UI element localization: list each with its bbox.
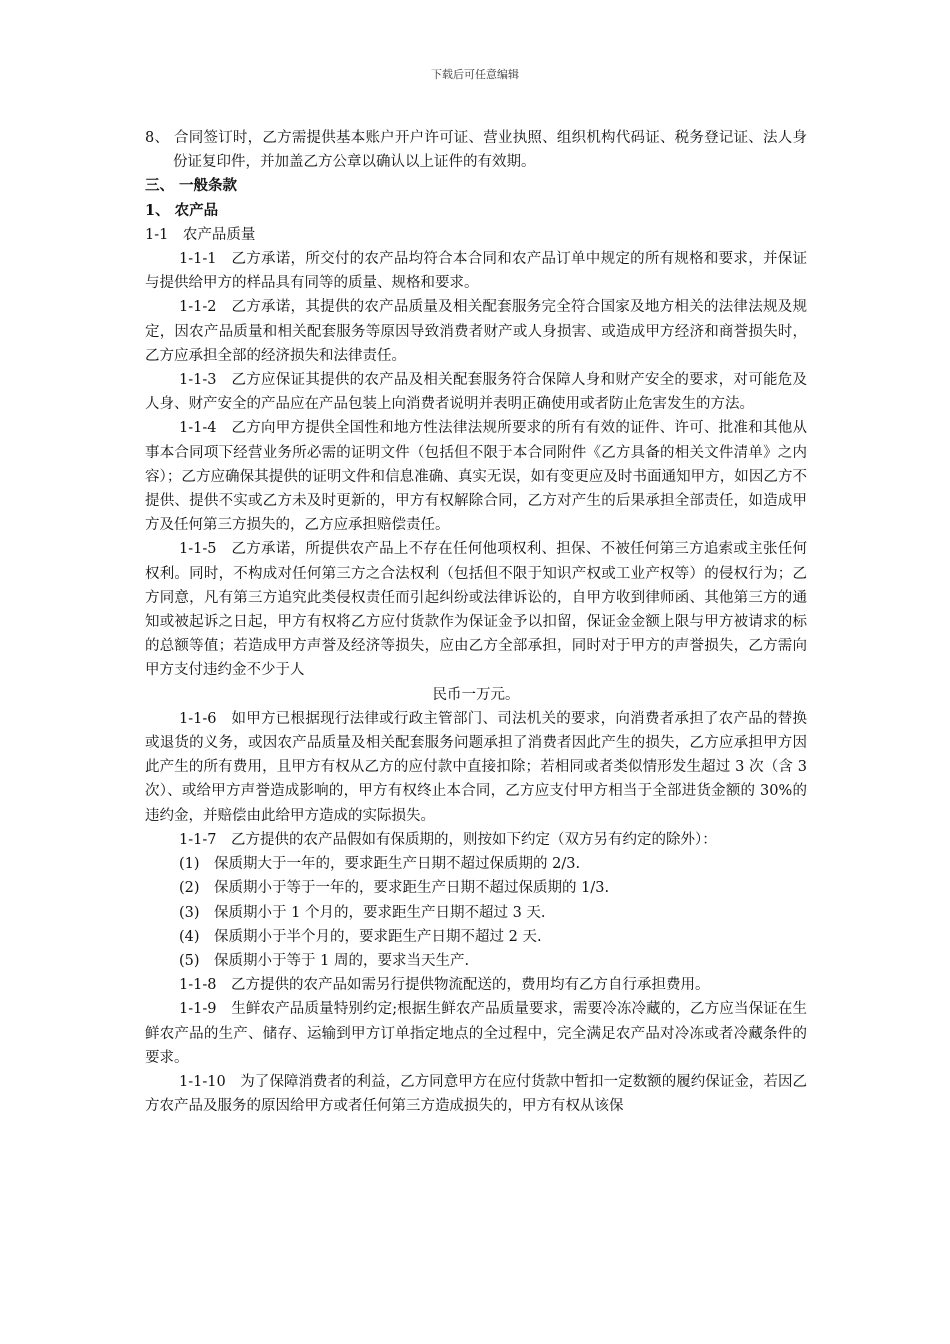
list-item-3: (3) 保质期小于 1 个月的，要求距生产日期不超过 3 天. — [179, 904, 546, 921]
clause-1-1-10: 1-1-10 为了保障消费者的利益，乙方同意甲方在应付货款中暂扣一定数额的履约保证金，若因乙方农产品及服务的原因给甲方或者任何第三方造成损失的，甲方有权从该保 — [145, 1073, 807, 1115]
clause-1-1-5: 1-1-5 乙方承诺，所提供农产品上不存在任何他项权利、担保、不被任何第三方追索或主张任何权利。同时，不构成对任何第三方之合法权利（包括但不限于知识产权或工业产权等）的侵权行为；乙方同意，凡有第三方追究此类侵权责任而引起纠纷或法律诉讼的，自甲方收到律师函、其他第三方的通知或被起诉之日起，甲方有权将乙方应付货款作为保证金予以扣留，保证金金额上限与甲方被请求的标的总额等值；若造成甲方声誉及经济等损失，应由乙方全部承担，同时对于甲方的声誉损失，乙方需向甲方支付违约金不少于人 — [145, 541, 807, 679]
clause-1-1-2: 1-1-2 乙方承诺，其提供的农产品质量及相关配套服务完全符合国家及地方相关的法律法规及规定，因农产品质量和相关配套服务等原因导致消费者财产或人身损害、或造成甲方经济和商誉损失时，乙方应承担全部的经济损失和法律责任。 — [145, 299, 807, 364]
list-item-1: (1) 保质期大于一年的，要求距生产日期不超过保质期的 2/3. — [179, 856, 581, 873]
clause-1-1-5-tail: 民币一万元。 — [432, 686, 520, 703]
subsection-1-1: 1-1 农产品质量 — [145, 226, 256, 243]
clause-1-1-9: 1-1-9 生鲜农产品质量特别约定;根据生鲜农产品质量要求，需要冷冻冷藏的，乙方应当保证在生鲜农产品的生产、储存、运输到甲方订单指定地点的全过程中，完全满足农产品对冷冻或者冷藏条件的要求。 — [145, 1001, 807, 1066]
document-body — [145, 126, 807, 1118]
page-header: 下载后可任意编辑 — [431, 68, 519, 81]
clause-8: 8、 合同签订时，乙方需提供基本账户开户许可证、营业执照、组织机构代码证、税务登记证、法人身份证复印件，并加盖乙方公章以确认以上证件的有效期。 — [145, 130, 807, 171]
clause-1-1-1: 1-1-1 乙方承诺，所交付的农产品均符合本合同和农产品订单中规定的所有规格和要求，并保证与提供给甲方的样品具有同等的质量、规格和要求。 — [145, 251, 807, 292]
clause-1-1-7: 1-1-7 乙方提供的农产品假如有保质期的，则按如下约定（双方另有约定的除外）： — [179, 831, 717, 848]
clause-1-1-8: 1-1-8 乙方提供的农产品如需另行提供物流配送的，费用均有乙方自行承担费用。 — [179, 977, 710, 994]
clause-1-1-6: 1-1-6 如甲方已根据现行法律或行政主管部门、司法机关的要求，向消费者承担了农产品的替换或退货的义务，或因农产品质量及相关配套服务问题承担了消费者因此产生的损失，乙方应承担甲方因此产生的所有费用，且甲方有权从乙方的应付款中直接扣除；若相同或者类似情形发生超过 3 次（含 3 次）、或给甲方声誉造成影响的，甲方有权终止本合同，乙方应支付甲方相当于全部进货金额的 30%的违约金，并赔偿由此给甲方造成的实际损失。 — [145, 710, 807, 824]
clause-1-1-4: 1-1-4 乙方向甲方提供全国性和地方性法律法规所要求的所有有效的证件、许可、批准和其他从事本合同项下经营业务所必需的证明文件（包括但不限于本合同附件《乙方具备的相关文件清单》之内容）；乙方应确保其提供的证明文件和信息准确、真实无误，如有变更应及时书面通知甲方，如因乙方不提供、提供不实或乙方未及时更新的，甲方有权解除合同，乙方对产生的后果承担全部责任，如造成甲方及任何第三方损失的，乙方应承担赔偿责任。 — [145, 420, 807, 534]
list-item-4: (4) 保质期小于半个月的，要求距生产日期不超过 2 天. — [179, 928, 542, 945]
clause-1-1-3: 1-1-3 乙方应保证其提供的农产品及相关配套服务符合保障人身和财产安全的要求，对可能危及人身、财产安全的产品应在产品包装上向消费者说明并表明正确使用或者防止危害发生的方法。 — [145, 372, 807, 413]
list-item-5: (5) 保质期小于等于 1 周的，要求当天生产. — [179, 952, 470, 969]
section-1-heading: 1、 农产品 — [145, 201, 219, 219]
list-item-2: (2) 保质期小于等于一年的，要求距生产日期不超过保质期的 1/3. — [179, 880, 610, 897]
section-three-heading: 三、 一般条款 — [145, 177, 238, 195]
